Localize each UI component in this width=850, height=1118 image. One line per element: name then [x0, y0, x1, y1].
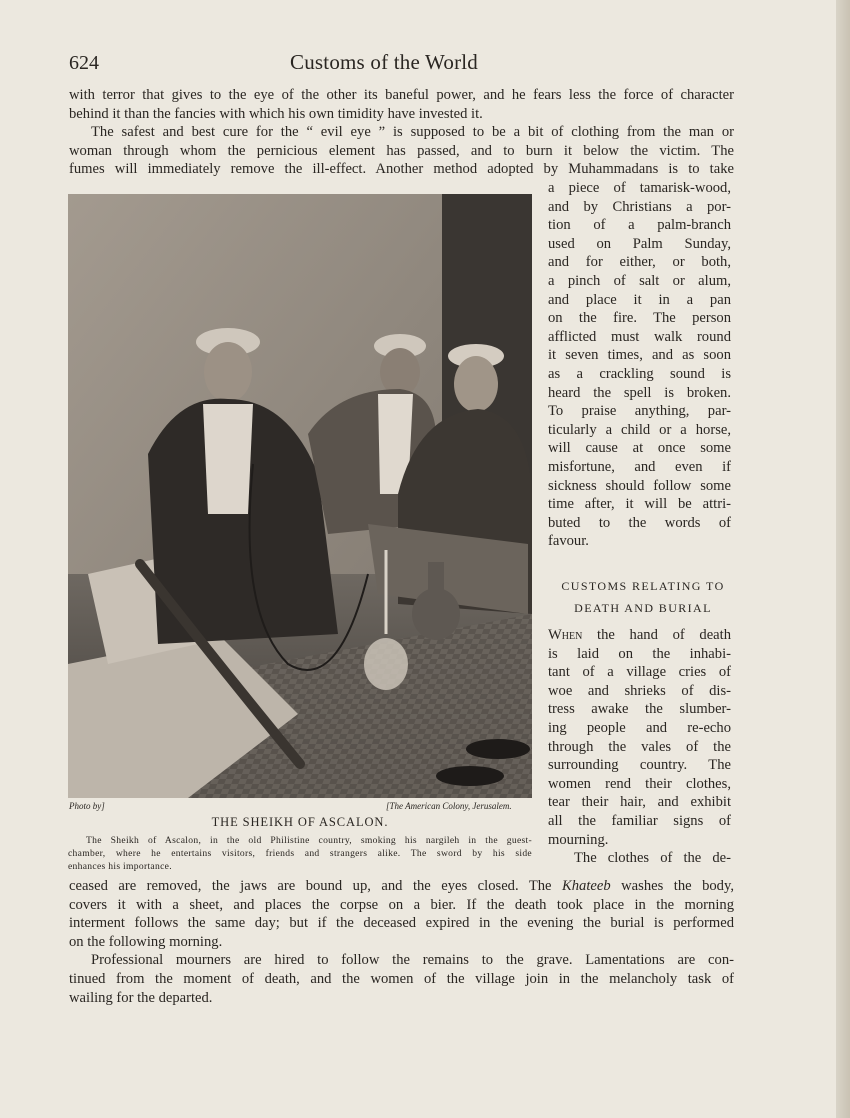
text-line: tress awake the slumber-: [548, 701, 731, 718]
text-line: and for either, or both,: [548, 254, 731, 271]
text-line: tant of a village cries of: [548, 664, 731, 681]
photo-credit-right: [The American Colony, Jerusalem.: [386, 801, 512, 811]
text-line: heard the spell is broken.: [548, 384, 731, 401]
text-line: favour.: [548, 533, 589, 550]
text-line: tear their hair, and exhibit: [548, 794, 731, 811]
text-line: afflicted must walk round: [548, 328, 731, 345]
text-line: surrounding country. The: [548, 757, 731, 774]
text-line: with terror that gives to the eye of the other its baneful power, and he fears less the force of character: [69, 87, 734, 103]
top-paragraph: [69, 86, 734, 179]
page-edge: [836, 0, 850, 1118]
lead-word: When: [548, 627, 583, 643]
section-heading: [548, 575, 738, 619]
text-line: woe and shrieks of dis-: [548, 682, 731, 699]
text-line: used on Palm Sunday,: [548, 235, 731, 252]
text-line: The safest and best cure for the “ evil eye ” is supposed to be a bit of clothing from the man or: [91, 124, 734, 141]
text-line: fumes will immediately remove the ill-effect. Another method adopted by Muhammadans is to take: [69, 161, 734, 178]
right-column-text-1: [548, 179, 731, 551]
text-line: The clothes of the de-: [574, 850, 731, 867]
text-line: is laid on the inhabi-: [548, 645, 731, 662]
section-heading-line: CUSTOMS RELATING TO: [561, 579, 725, 593]
text-line: sickness should follow some: [548, 477, 731, 494]
text-line: ticularly a child or a horse,: [548, 421, 731, 438]
photo-illustration: [68, 194, 532, 798]
text-line: wailing for the departed.: [69, 989, 213, 1006]
text-line: tion of a palm-branch: [548, 217, 731, 234]
text-line: When the hand of death: [548, 627, 731, 643]
page-number: 624: [69, 52, 99, 74]
text-line: misfortune, and even if: [548, 458, 731, 475]
caption-line: The Sheikh of Ascalon, in the old Philistine country, smoking his nargileh in the guest-: [86, 835, 532, 846]
caption-line: enhances his importance.: [68, 861, 172, 872]
text-line: time after, it will be attri-: [548, 496, 731, 513]
text-line: on the fire. The person: [548, 310, 731, 327]
text-line: interment follows the same day; but if the deceased expired in the evening the burial is performed: [69, 915, 734, 932]
text-line: covers it with a sheet, and places the corpse on a bier. If the death took place in the morning: [69, 896, 734, 913]
text-line: on the following morning.: [69, 933, 223, 950]
text-line: behind it than the fancies with which his own timidity have invested it.: [69, 105, 483, 122]
text-line: and place it in a pan: [548, 291, 731, 308]
text-line: ceased are removed, the jaws are bound up, and the eyes closed. The Khateeb washes the body,: [69, 878, 734, 894]
text-line: women rend their clothes,: [548, 775, 731, 792]
section-heading-line: DEATH AND BURIAL: [574, 601, 712, 615]
text-line: a pinch of salt or alum,: [548, 272, 731, 289]
text-line: will cause at once some: [548, 440, 731, 457]
right-column-text-2: [548, 626, 731, 868]
caption-body: [68, 834, 532, 873]
text-line: through the vales of the: [548, 738, 731, 755]
caption-title: THE SHEIKH OF ASCALON.: [211, 815, 389, 829]
bottom-paragraph: [69, 877, 734, 1007]
text-line: and by Christians a por-: [548, 198, 731, 215]
text-line: all the familiar signs of: [548, 812, 731, 829]
text-line: mourning.: [548, 831, 609, 848]
text-line: ing people and re-echo: [548, 719, 731, 736]
italic-term: Khateeb: [562, 878, 611, 894]
photograph-sheikh-of-ascalon: [68, 194, 532, 798]
running-head: Customs of the World: [290, 50, 479, 74]
text-line: Professional mourners are hired to follow the remains to the grave. Lamentations are con-: [91, 952, 734, 969]
text-line: a piece of tamarisk-wood,: [548, 180, 731, 196]
caption-line: chamber, where he entertains visitors, friends and strangers alike. The sword by his side: [68, 848, 532, 859]
photo-credit-left: Photo by]: [69, 801, 105, 811]
text-line: as a crackling sound is: [548, 365, 731, 382]
text-line: it seven times, and as soon: [548, 347, 731, 364]
text-line: woman through whom the pernicious element has passed, and to burn it below the victim. The: [69, 142, 734, 159]
text-line: To praise anything, par-: [548, 403, 731, 420]
text-line: tinued from the moment of death, and the women of the village join in the melancholy task of: [69, 970, 734, 987]
text-line: buted to the words of: [548, 514, 731, 531]
